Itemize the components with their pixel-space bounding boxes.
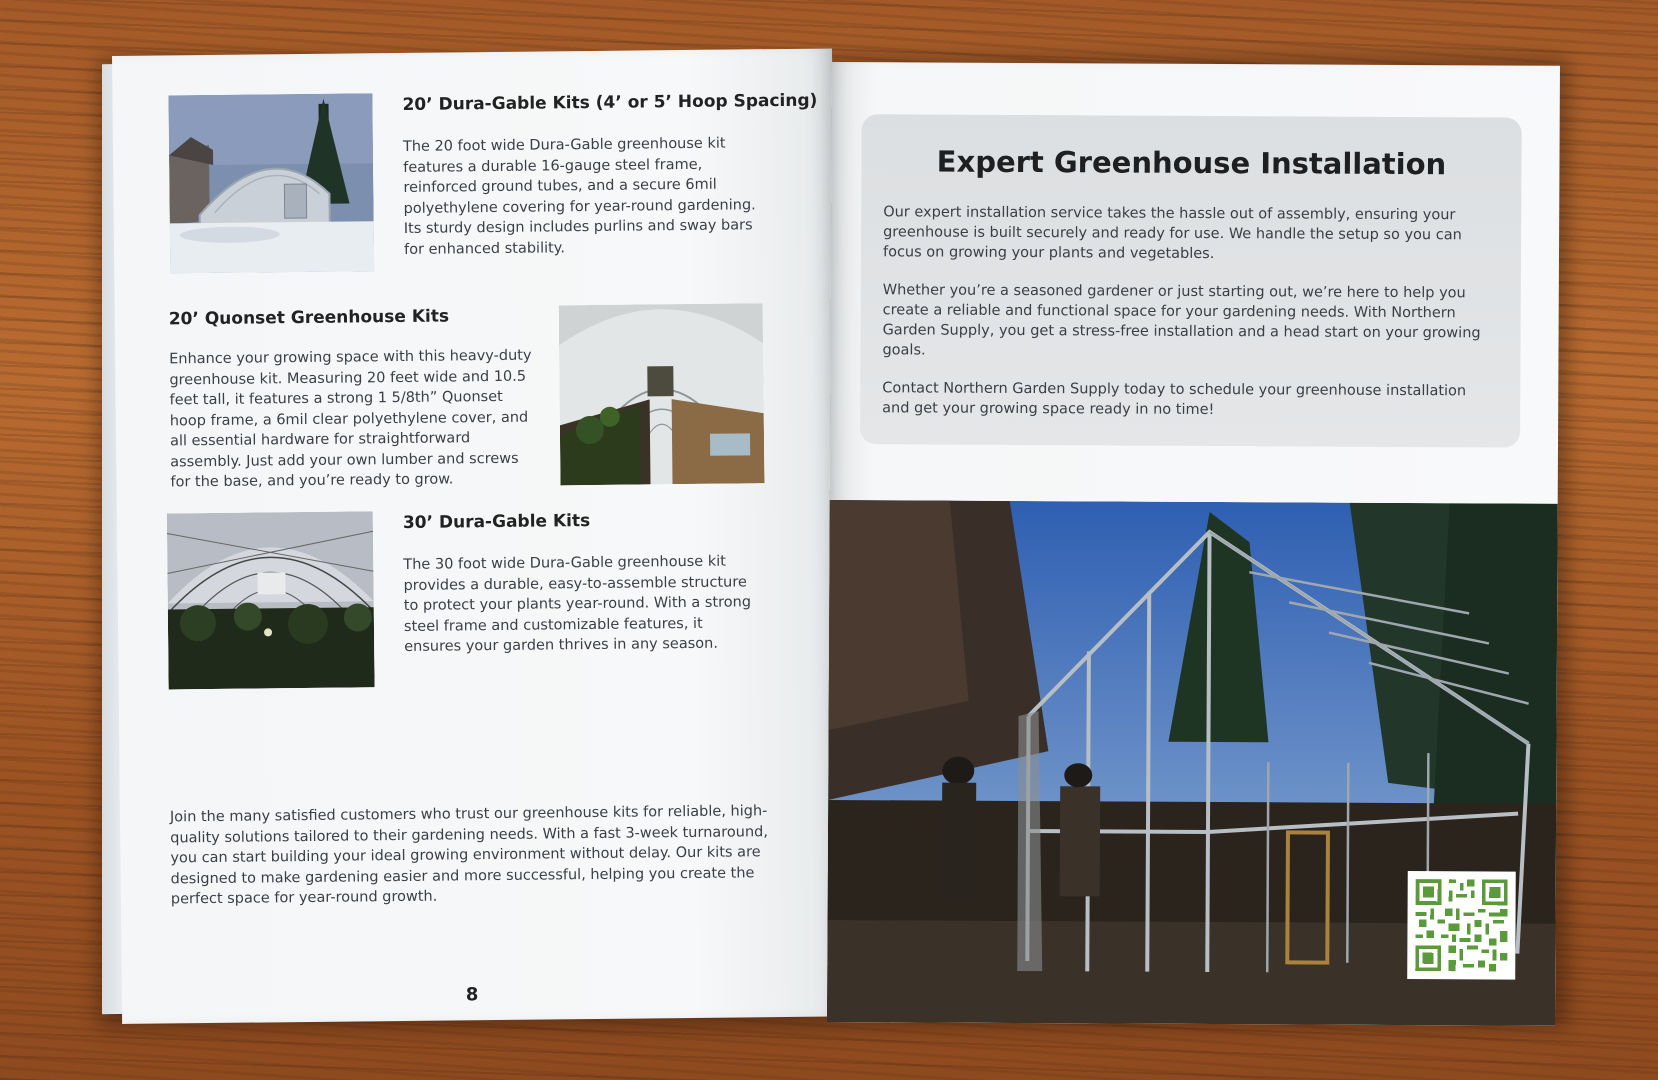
kit-description: Enhance your growing space with this heavy-duty greenhouse kit. Measuring 20 feet wide and 10.5 feet tall, it features a strong 1 5/8th” Quonset hoop frame, a 6mil clear polyethylene cover, and all essential hardware for straightforward assembly. Just add your own lumber and screws for the base, and you’re ready to grow. bbox=[169, 347, 532, 491]
installation-paragraph: Contact Northern Garden Supply today to schedule your greenhouse installation and get your growing space ready in no time! bbox=[882, 380, 1467, 419]
qr-code-icon[interactable] bbox=[1407, 871, 1516, 980]
kit-description: The 30 foot wide Dura-Gable greenhouse kit provides a durable, easy-to-assemble structure to protect your plants year-round. With a strong steel frame and customizable features, it ensures your garden thrives in any season. bbox=[403, 553, 752, 655]
installation-photo bbox=[827, 500, 1558, 1026]
left-page bbox=[112, 48, 842, 1023]
kit-title: 30’ Dura-Gable Kits bbox=[402, 511, 591, 533]
installation-title: Expert Greenhouse Installation bbox=[936, 144, 1447, 182]
closing-paragraph: Join the many satisfied customers who trust our greenhouse kits for reliable, high-quality solutions tailored to their gardening needs. With a fast 3-week turnaround, you can start building your ideal growing environment without delay. Our kits are designed to make gardening easier and more successful, helping you create the perfect space for year-round growth. bbox=[169, 803, 769, 908]
dura-gable-20-photo bbox=[168, 93, 374, 273]
page-number: 8 bbox=[465, 984, 479, 1006]
quonset-20-photo bbox=[559, 303, 765, 485]
installation-paragraph: Whether you’re a seasoned gardener or just starting out, we’re here to help you create a reliable and functional space for your gardening needs. With Northern Garden Supply, you get a stress-free installation and a head start on your growing goals. bbox=[882, 282, 1481, 359]
dura-gable-30-photo bbox=[167, 511, 375, 689]
kit-title: 20’ Dura-Gable Kits (4’ or 5’ Hoop Spacing) bbox=[402, 90, 818, 115]
kit-description: The 20 foot wide Dura-Gable greenhouse kit features a durable 16-gauge steel frame, reinforced ground tubes, and a secure 6mil polyethylene covering for year-round gardening. Its sturdy design includes purlins and sway bars for enhanced stability. bbox=[402, 135, 756, 258]
installation-info-box bbox=[860, 114, 1522, 447]
kit-title: 20’ Quonset Greenhouse Kits bbox=[168, 306, 450, 330]
installation-paragraph: Our expert installation service takes the hassle out of assembly, ensuring your greenhouse is built securely and ready for use. We handle the setup so you can focus on growing your plants and vegetables. bbox=[882, 204, 1462, 263]
right-page bbox=[827, 62, 1560, 1026]
